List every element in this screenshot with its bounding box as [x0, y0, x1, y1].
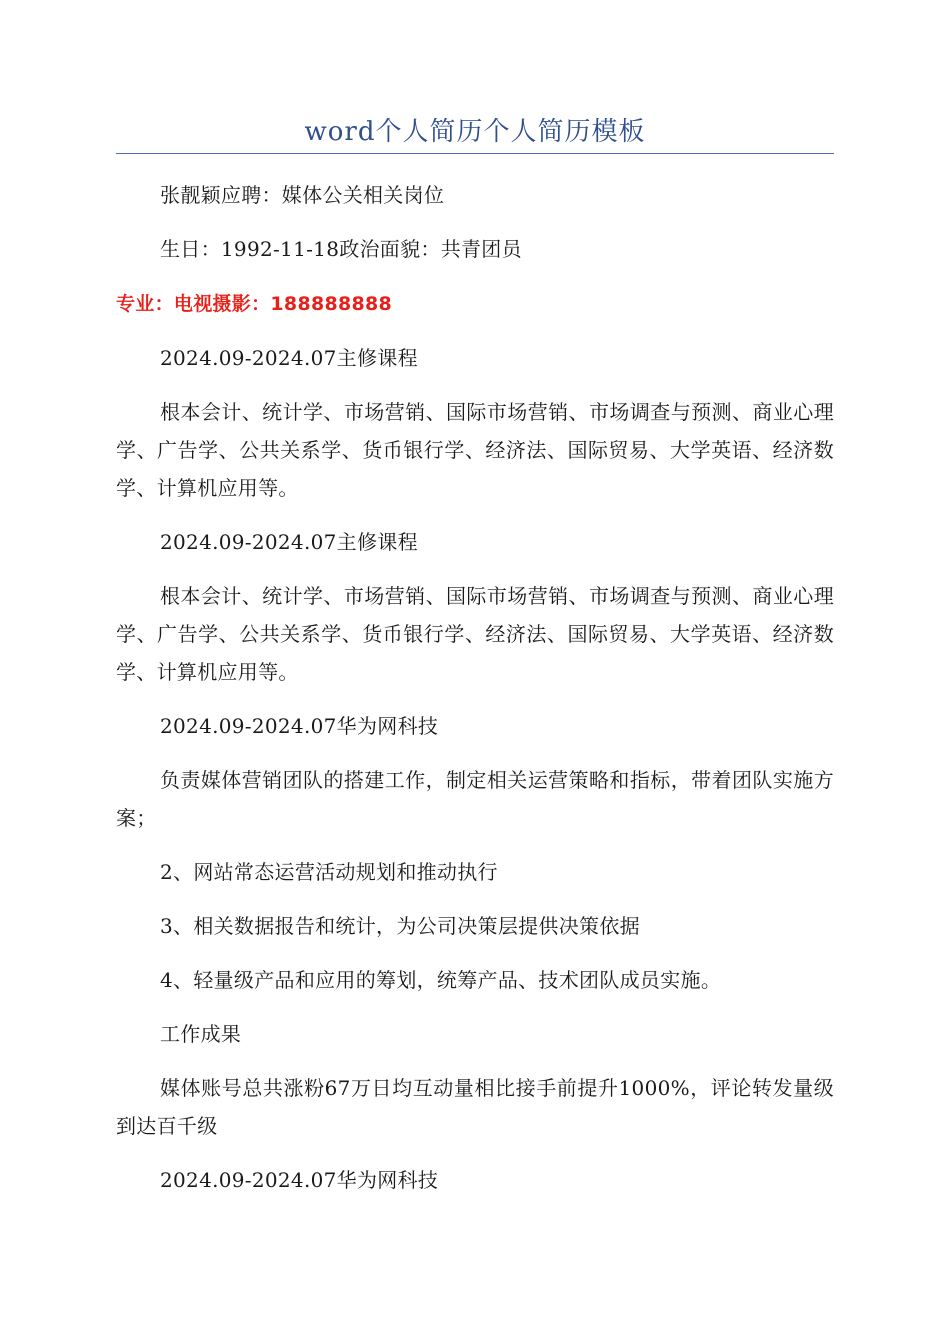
applicant-line: 张靓颖应聘：媒体公关相关岗位 — [160, 183, 445, 207]
document-body — [116, 176, 834, 1215]
achievements-paragraph: 媒体账号总共涨粉67万日均互动量相比接手前提升1000%，评论转发量级到达百千级 — [116, 1076, 834, 1138]
birthday-line: 生日：1992-11-18政治面貌：共青团员 — [160, 237, 522, 261]
title-block — [116, 112, 834, 152]
work-period-2: 2024.09-2024.07华为网科技 — [160, 1168, 439, 1192]
duty-item-4: 4、轻量级产品和应用的筹划，统筹产品、技术团队成员实施。 — [160, 968, 722, 992]
duty-paragraph-1: 负责媒体营销团队的搭建工作，制定相关运营策略和指标，带着团队实施方案； — [116, 768, 834, 830]
major-contact-line — [116, 284, 834, 323]
work-period-1: 2024.09-2024.07华为网科技 — [160, 714, 439, 738]
education-period-1: 2024.09-2024.07主修课程 — [160, 346, 418, 370]
page-title: word个人简历个人简历模板 — [304, 117, 646, 147]
courses-paragraph-1: 根本会计、统计学、市场营销、国际市场营销、市场调查与预测、商业心理学、广告学、公共关系学、货币银行学、经济法、国际贸易、大学英语、经济数学、计算机应用等。 — [116, 400, 834, 500]
major-contact-text: 专业：电视摄影：188888888 — [116, 293, 393, 315]
achievements-heading: 工作成果 — [160, 1022, 242, 1046]
duty-item-3: 3、相关数据报告和统计，为公司决策层提供决策依据 — [160, 914, 640, 938]
courses-paragraph-2: 根本会计、统计学、市场营销、国际市场营销、市场调查与预测、商业心理学、广告学、公共关系学、货币银行学、经济法、国际贸易、大学英语、经济数学、计算机应用等。 — [116, 584, 834, 684]
education-period-2: 2024.09-2024.07主修课程 — [160, 530, 418, 554]
duty-item-2: 2、网站常态运营活动规划和推动执行 — [160, 860, 498, 884]
title-underline — [116, 153, 834, 154]
